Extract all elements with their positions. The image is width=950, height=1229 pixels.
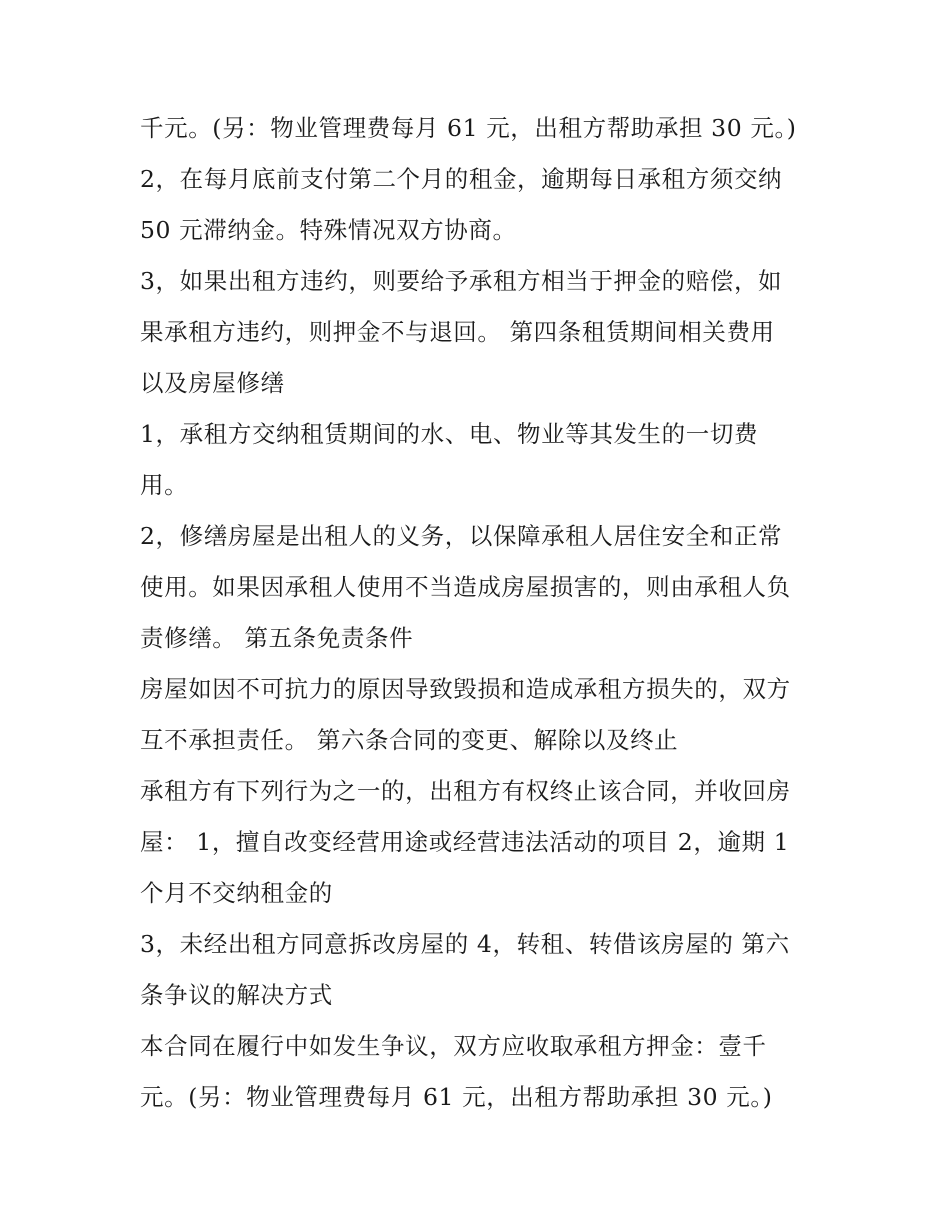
text-line: 屋： 1，擅自改变经营用途或经营违法活动的项目 2，逾期 1 — [140, 828, 790, 856]
text-line: 元。(另：物业管理费每月 61 元，出租方帮助承担 30 元。) — [140, 1083, 773, 1111]
text-line: 本合同在履行中如发生争议，双方应收取承租方押金：壹千 — [140, 1032, 767, 1060]
text-line: 用。 — [140, 471, 189, 499]
text-line: 以及房屋修缮 — [140, 369, 285, 397]
text-line: 房屋如因不可抗力的原因导致毁损和造成承租方损失的，双方 — [140, 675, 791, 703]
text-line: 使用。如果因承租人使用不当造成房屋损害的，则由承租人负 — [140, 573, 791, 601]
text-line: 2，在每月底前支付第二个月的租金，逾期每日承租方须交纳 — [140, 165, 783, 193]
text-line: 互不承担责任。 第六条合同的变更、解除以及终止 — [140, 726, 679, 754]
text-line: 责修缮。 第五条免责条件 — [140, 624, 414, 652]
text-line: 3，如果出租方违约，则要给予承租方相当于押金的赔偿，如 — [140, 267, 783, 295]
text-line: 承租方有下列行为之一的，出租方有权终止该合同，并收回房 — [140, 777, 791, 805]
contract-body-text — [140, 103, 830, 1123]
text-line: 条争议的解决方式 — [140, 981, 333, 1009]
text-line: 个月不交纳租金的 — [140, 879, 333, 907]
text-line: 果承租方违约，则押金不与退回。 第四条租赁期间相关费用 — [140, 318, 775, 346]
text-line: 1，承租方交纳租赁期间的水、电、物业等其发生的一切费 — [140, 420, 759, 448]
text-line: 2，修缮房屋是出租人的义务，以保障承租人居住安全和正常 — [140, 522, 783, 550]
text-line: 3，未经出租方同意拆改房屋的 4，转租、转借该房屋的 第六 — [140, 930, 790, 958]
text-line: 50 元滞纳金。特殊情况双方协商。 — [140, 216, 517, 244]
text-line: 千元。(另：物业管理费每月 61 元，出租方帮助承担 30 元。) — [140, 114, 797, 142]
